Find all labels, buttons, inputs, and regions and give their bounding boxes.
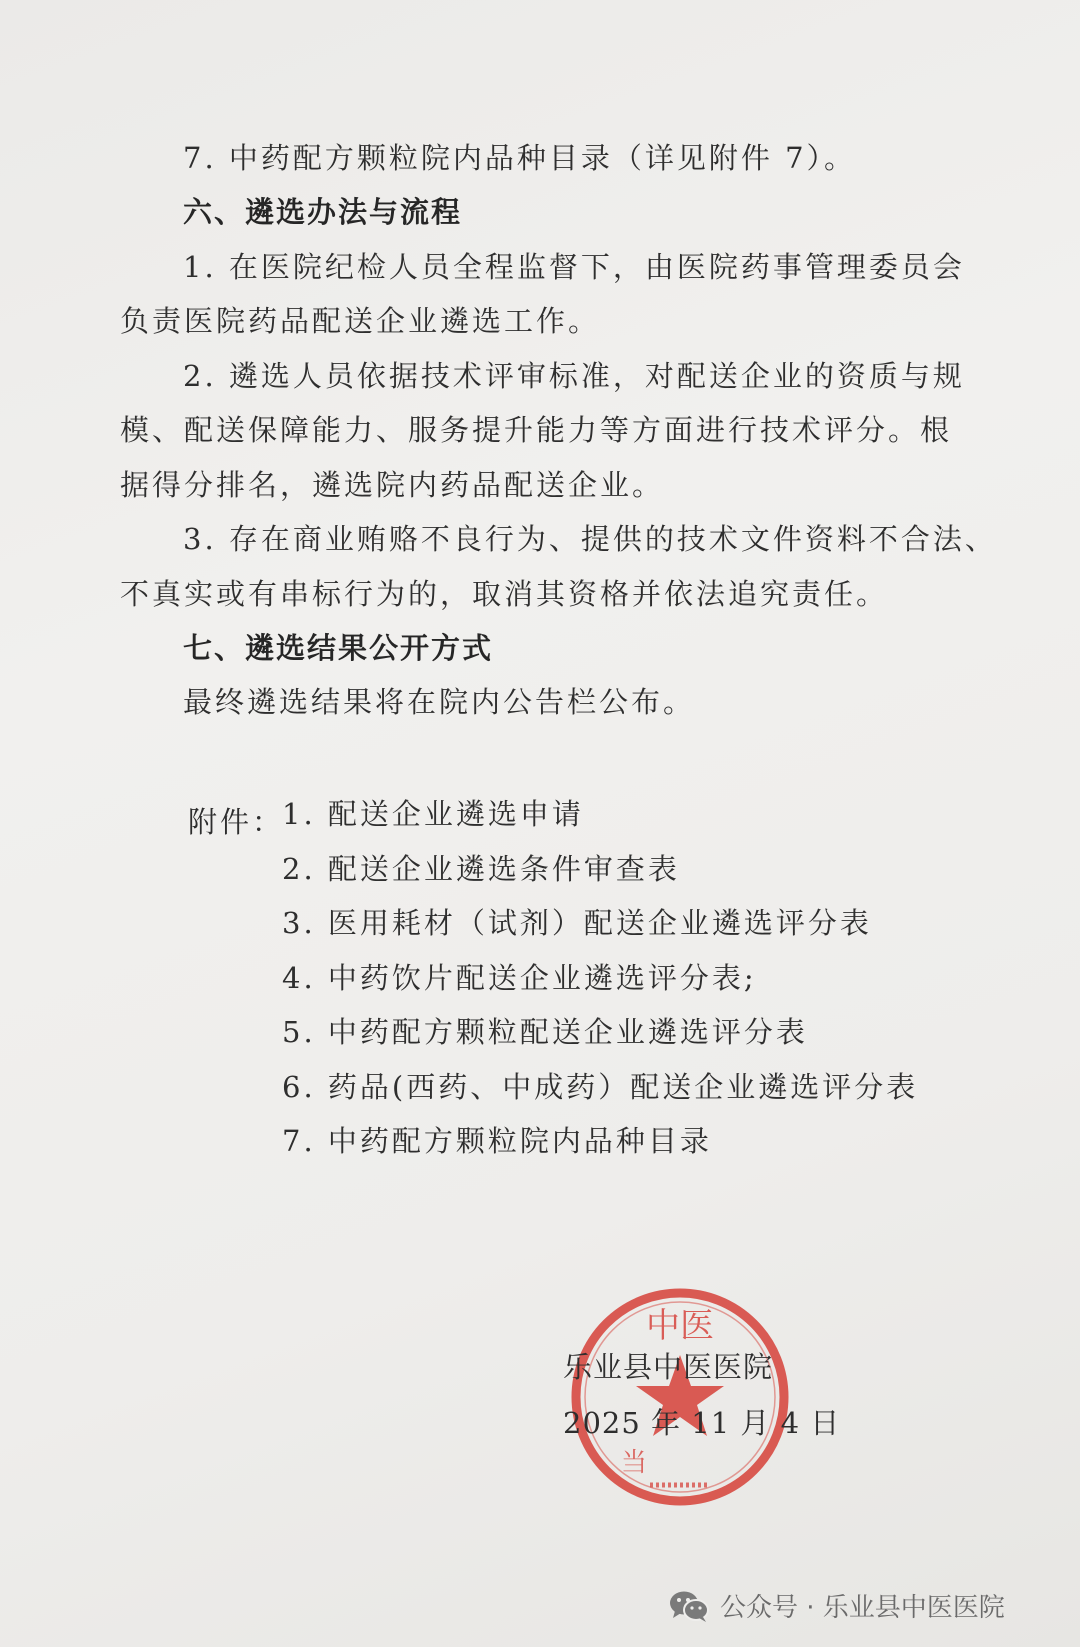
section-6-para-1-line-2: 负责医院药品配送企业遴选工作。	[120, 304, 601, 338]
attachments-label: 附件：	[188, 805, 285, 839]
attachment-item: 2. 配送企业遴选条件审查表	[282, 851, 680, 886]
section-7-para: 最终遴选结果将在院内公告栏公布。	[183, 685, 696, 719]
section-6-heading: 六、遴选办法与流程	[183, 195, 463, 229]
attachment-item: 5. 中药配方颗粒配送企业遴选评分表	[282, 1015, 808, 1049]
signing-date: 2025 年 11 月 4 日	[563, 1406, 841, 1440]
attachment-item: 1. 配送企业遴选申请	[282, 797, 584, 831]
attachment-item: 3. 医用耗材（试剂）配送企业遴选评分表	[282, 906, 872, 940]
section-6-para-3-line-1: 3. 存在商业贿赂不良行为、提供的技术文件资料不合法、	[183, 522, 997, 556]
item-7-line: 7. 中药配方颗粒院内品种目录（详见附件 7）。	[183, 141, 857, 175]
section-6-para-2-line-2: 模、配送保障能力、服务提升能力等方面进行技术评分。根	[120, 413, 953, 447]
attachment-item: 4. 中药饮片配送企业遴选评分表;	[282, 960, 757, 995]
section-6-para-2-line-1: 2. 遴选人员依据技术评审标准，对配送企业的资质与规	[183, 359, 965, 393]
seal-text-top: 中医	[646, 1306, 714, 1346]
section-6-para-1-line-1: 1. 在医院纪检人员全程监督下，由医院药事管理委员会	[183, 250, 965, 284]
wechat-watermark	[668, 1587, 1005, 1624]
official-seal	[568, 1285, 792, 1509]
wechat-icon	[668, 1589, 710, 1623]
attachment-item: 7. 中药配方颗粒院内品种目录	[282, 1124, 712, 1158]
signing-organization: 乐业县中医医院	[563, 1350, 774, 1384]
watermark-text: 公众号 · 乐业县中医医院	[720, 1593, 1005, 1623]
section-6-para-2-line-3: 据得分排名，遴选院内药品配送企业。	[120, 468, 665, 502]
seal-text-bottom: 当	[620, 1448, 648, 1478]
section-7-heading: 七、遴选结果公开方式	[183, 631, 494, 665]
attachments-list	[282, 797, 919, 1182]
section-6-para-3-line-2: 不真实或有串标行为的，取消其资格并依法追究责任。	[120, 577, 889, 611]
attachment-item: 6. 药品(西药、中成药）配送企业遴选评分表	[282, 1069, 919, 1104]
